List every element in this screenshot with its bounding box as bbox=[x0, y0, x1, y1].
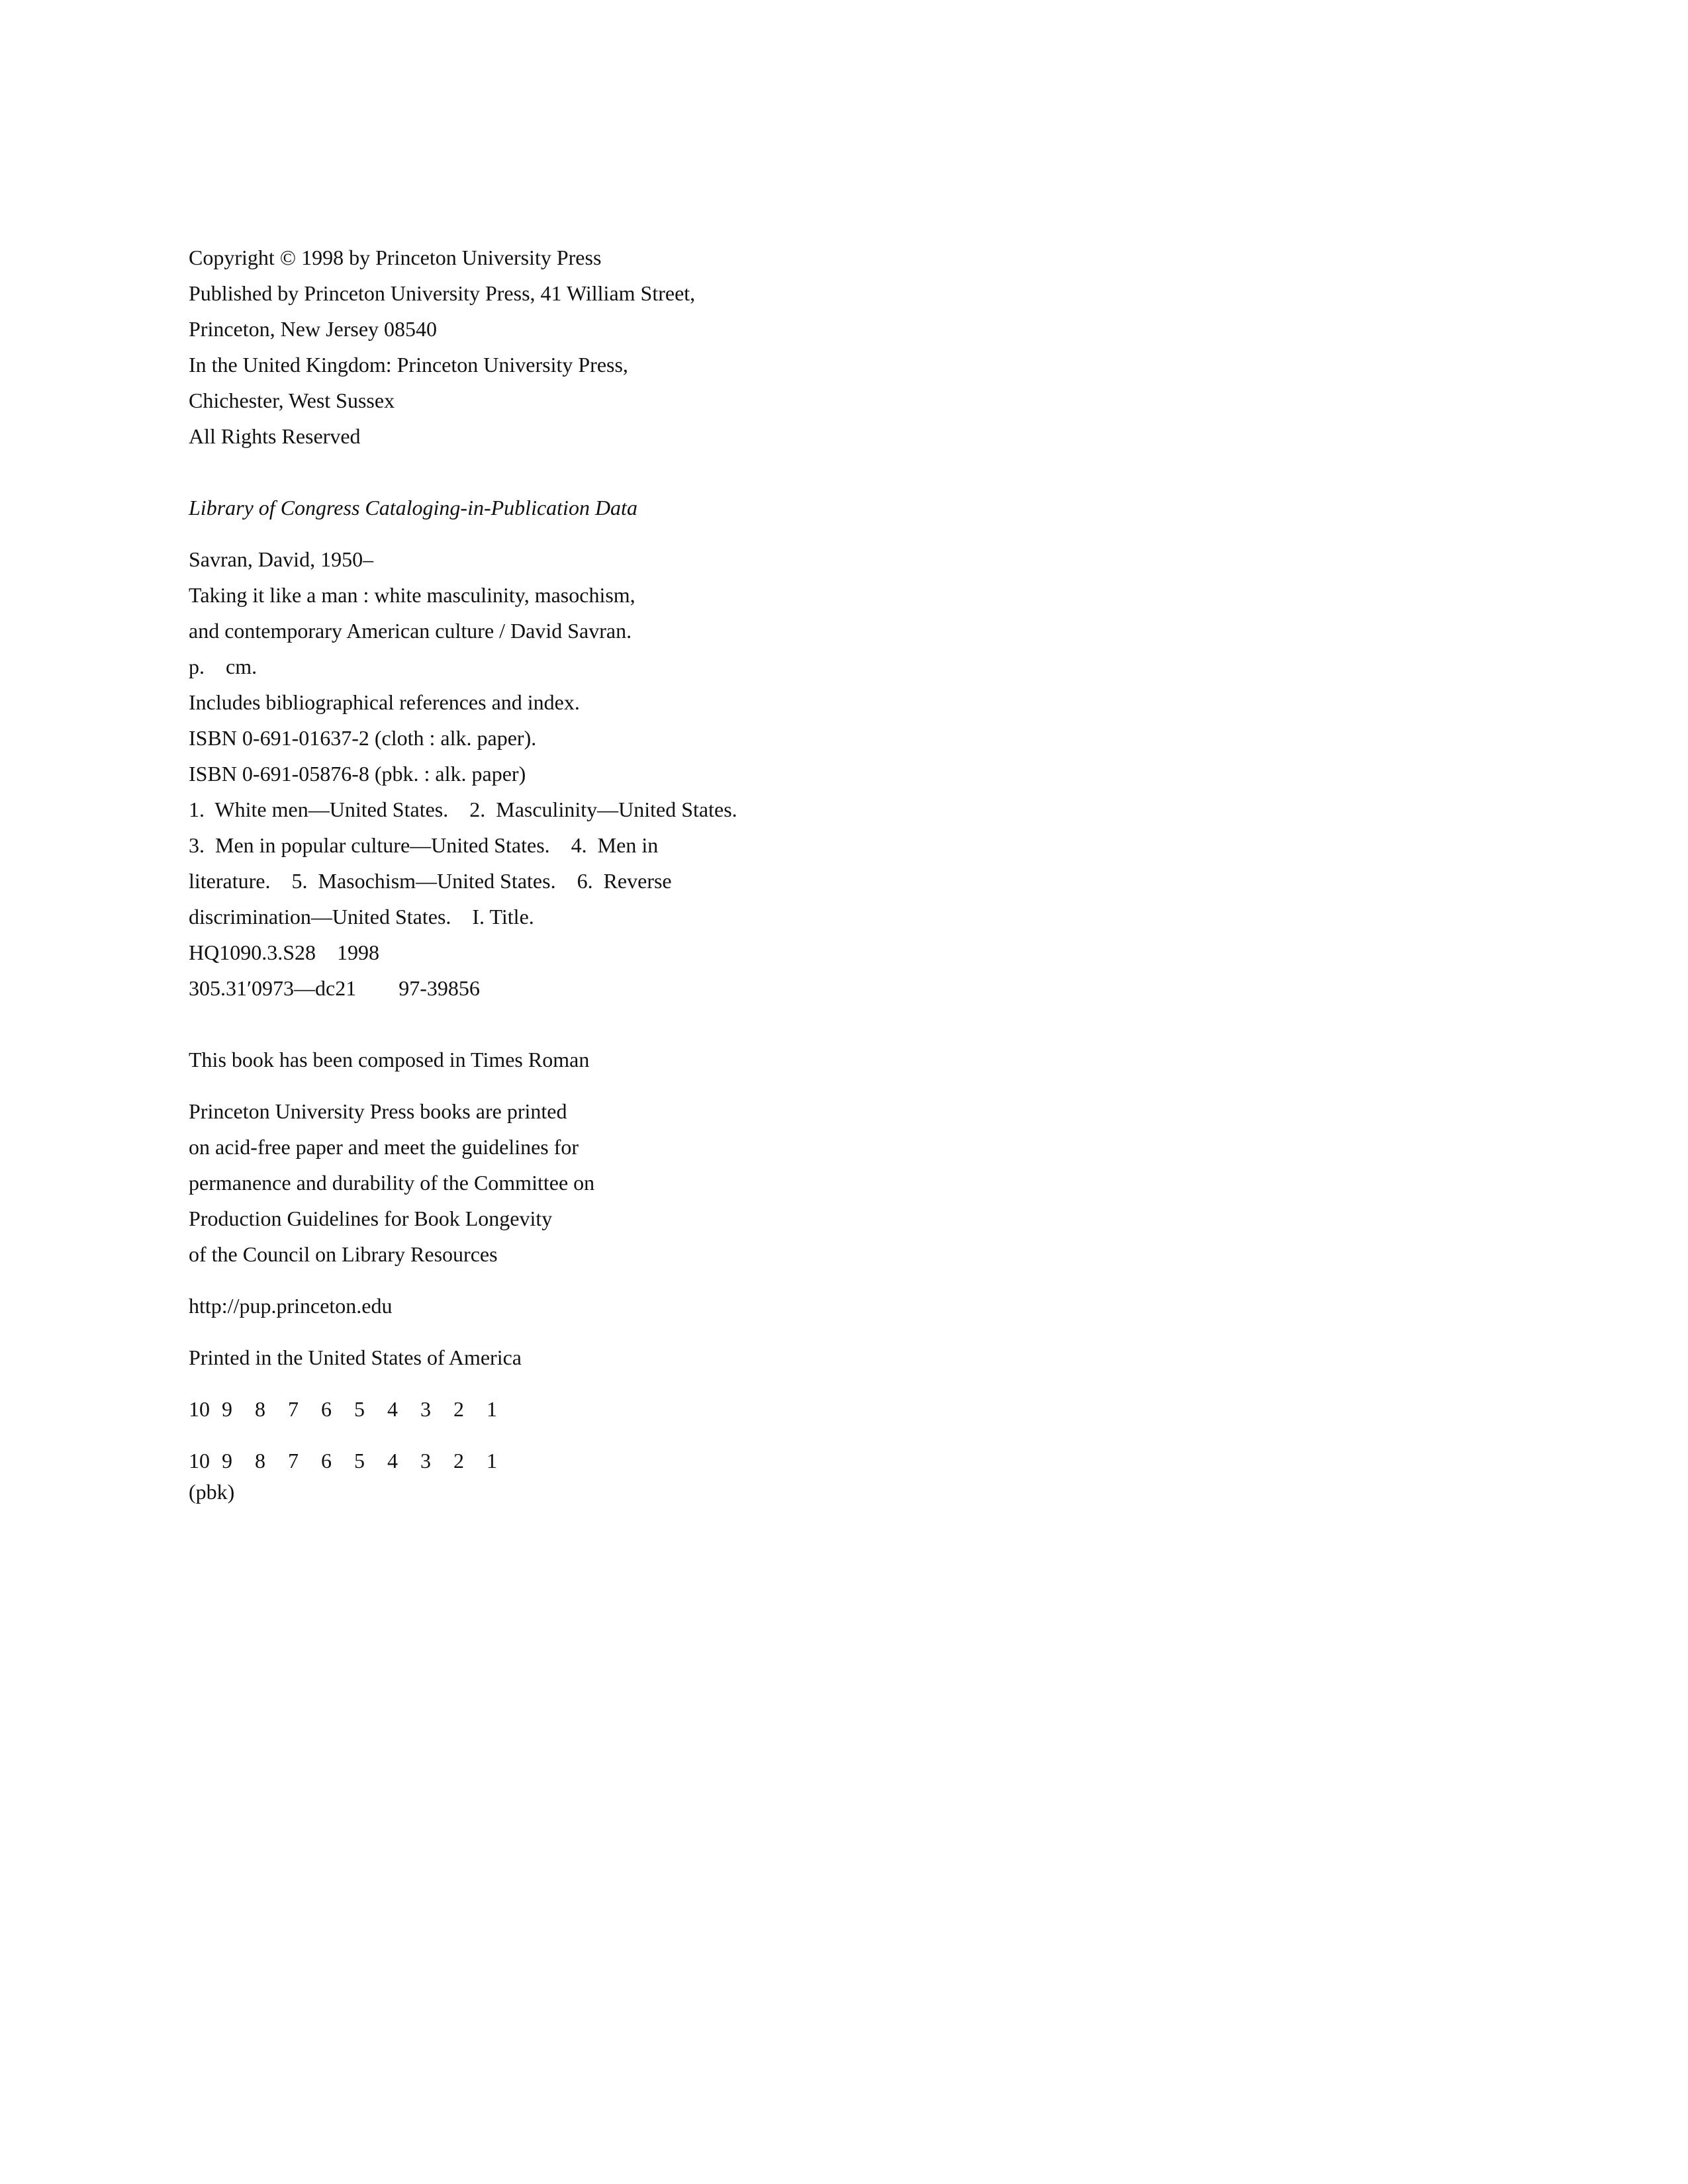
publisher-address-line: Princeton, New Jersey 08540 bbox=[189, 317, 438, 341]
print-run-cloth bbox=[189, 1391, 1446, 1427]
print-number: 3 bbox=[420, 1449, 431, 1473]
print-number: 8 bbox=[255, 1449, 265, 1473]
cip-subjects-line-3: literature. 5. Masochism—United States. 6. Reverse bbox=[189, 869, 672, 893]
print-number: 2 bbox=[453, 1449, 464, 1473]
print-number: 4 bbox=[387, 1449, 398, 1473]
paper-line-5: of the Council on Library Resources bbox=[189, 1242, 498, 1266]
print-number: 8 bbox=[255, 1397, 265, 1421]
publisher-url: http://pup.princeton.edu bbox=[189, 1294, 393, 1318]
uk-address-line: Chichester, West Sussex bbox=[189, 388, 395, 412]
copyright-page bbox=[189, 240, 1446, 1505]
print-number: 3 bbox=[420, 1397, 431, 1421]
cip-author: Savran, David, 1950– bbox=[189, 547, 374, 571]
paper-line-2: on acid-free paper and meet the guidelines for bbox=[189, 1135, 579, 1159]
pbk-label: (pbk) bbox=[189, 1480, 235, 1504]
print-number: 10 bbox=[189, 1397, 210, 1421]
print-number: 7 bbox=[288, 1449, 299, 1473]
cip-title-line-1: Taking it like a man : white masculinity, masochism, bbox=[189, 583, 635, 607]
cip-lc-call-number: HQ1090.3.S28 1998 bbox=[189, 940, 380, 964]
print-number: 1 bbox=[487, 1397, 497, 1421]
print-number: 5 bbox=[354, 1397, 365, 1421]
paper-line-4: Production Guidelines for Book Longevity bbox=[189, 1206, 553, 1230]
print-number: 9 bbox=[222, 1397, 232, 1421]
cip-section bbox=[189, 490, 1446, 1006]
paper-block bbox=[189, 1093, 1446, 1272]
print-number: 2 bbox=[453, 1397, 464, 1421]
print-number: 7 bbox=[288, 1397, 299, 1421]
publisher-line: Published by Princeton University Press, 41 William Street, bbox=[189, 281, 696, 305]
copyright-block bbox=[189, 240, 1446, 454]
print-number: 1 bbox=[487, 1449, 497, 1473]
rights-line: All Rights Reserved bbox=[189, 424, 361, 448]
uk-publisher-line: In the United Kingdom: Princeton University Press, bbox=[189, 353, 628, 377]
print-number: 4 bbox=[387, 1397, 398, 1421]
print-number: 5 bbox=[354, 1449, 365, 1473]
cip-title-line-2: and contemporary American culture / David Savran. bbox=[189, 619, 632, 643]
cip-subjects-line-2: 3. Men in popular culture—United States. 4. Men in bbox=[189, 833, 659, 857]
print-number: 9 bbox=[222, 1449, 232, 1473]
paper-line-3: permanence and durability of the Committee on bbox=[189, 1171, 595, 1195]
cip-subjects-line-4: discrimination—United States. I. Title. bbox=[189, 905, 534, 929]
print-run-pbk bbox=[189, 1443, 1446, 1505]
copyright-line: Copyright © 1998 by Princeton University Press bbox=[189, 246, 602, 269]
print-number: 6 bbox=[321, 1449, 332, 1473]
print-number: 10 bbox=[189, 1449, 210, 1473]
cip-pagination: p. cm. bbox=[189, 655, 258, 678]
cip-isbn-cloth: ISBN 0-691-01637-2 (cloth : alk. paper). bbox=[189, 726, 537, 750]
print-number: 6 bbox=[321, 1397, 332, 1421]
cip-subjects-line-1: 1. White men—United States. 2. Masculinity—United States. bbox=[189, 797, 737, 821]
cip-isbn-pbk: ISBN 0-691-05876-8 (pbk. : alk. paper) bbox=[189, 762, 526, 786]
cip-bibliography-note: Includes bibliographical references and index. bbox=[189, 690, 580, 714]
cip-heading: Library of Congress Cataloging-in-Publication Data bbox=[189, 496, 637, 520]
paper-line-1: Princeton University Press books are printed bbox=[189, 1099, 567, 1123]
composition-note: This book has been composed in Times Roman bbox=[189, 1048, 590, 1071]
cip-dewey-number: 305.31′0973—dc21 97-39856 bbox=[189, 976, 480, 1000]
printed-in: Printed in the United States of America bbox=[189, 1345, 522, 1369]
